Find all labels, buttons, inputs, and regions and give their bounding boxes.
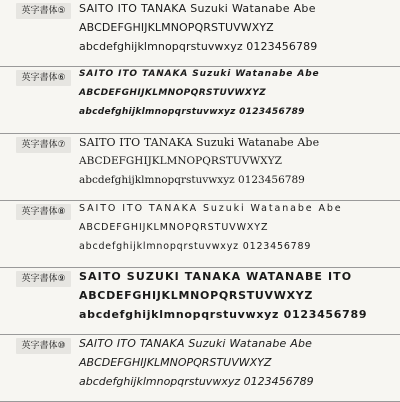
font-label: 英字書体⑨ — [16, 271, 71, 287]
sample-uppercase-line: ABCDEFGHIJKLMNOPQRSTUVWXYZ — [79, 356, 272, 369]
sample-lowercase-digits-line: abcdefghijklmnopqrstuvwxyz 0123456789 — [79, 174, 305, 186]
sample-uppercase-line: ABCDEFGHIJKLMNOPQRSTUVWXYZ — [79, 289, 314, 302]
sample-names-line: SAITO ITO TANAKA Suzuki Watanabe Abe — [79, 203, 343, 214]
font-row-9 — [0, 268, 400, 335]
sample-names-line: SAITO ITO TANAKA Suzuki Watanabe Abe — [79, 69, 320, 79]
font-row-6 — [0, 67, 400, 134]
sample-names-line: SAITO SUZUKI TANAKA WATANABE ITO — [79, 270, 353, 283]
sample-lowercase-digits-line: abcdefghijklmnopqrstuvwxyz 0123456789 — [79, 308, 368, 321]
sample-uppercase-line: ABCDEFGHIJKLMNOPQRSTUVWXYZ — [79, 88, 267, 98]
sample-uppercase-line: ABCDEFGHIJKLMNOPQRSTUVWXYZ — [79, 155, 282, 167]
sample-lowercase-digits-line: abcdefghijklmnopqrstuvwxyz 0123456789 — [79, 107, 305, 117]
sample-lowercase-digits-line: abcdefghijklmnopqrstuvwxyz 0123456789 — [79, 40, 318, 53]
font-label: 英字書体⑦ — [16, 137, 71, 153]
sample-uppercase-line: ABCDEFGHIJKLMNOPQRSTUVWXYZ — [79, 222, 269, 233]
sample-lowercase-digits-line: abcdefghijklmnopqrstuvwxyz 0123456789 — [79, 375, 314, 388]
sample-uppercase-line: ABCDEFGHIJKLMNOPQRSTUVWXYZ — [79, 21, 274, 34]
font-label: 英字書体⑥ — [16, 70, 71, 86]
sample-names-line: SAITO ITO TANAKA Suzuki Watanabe Abe — [79, 136, 320, 149]
font-row-7 — [0, 134, 400, 201]
font-row-10 — [0, 335, 400, 402]
font-label: 英字書体⑧ — [16, 204, 71, 220]
sample-names-line: SAITO ITO TANAKA Suzuki Watanabe Abe — [79, 2, 316, 15]
sample-names-line: SAITO ITO TANAKA Suzuki Watanabe Abe — [79, 337, 313, 350]
font-label: 英字書体⑤ — [16, 3, 71, 19]
sample-lowercase-digits-line: abcdefghijklmnopqrstuvwxyz 0123456789 — [79, 241, 312, 252]
font-label: 英字書体⑩ — [16, 338, 71, 354]
font-row-5 — [0, 0, 400, 67]
font-row-8 — [0, 201, 400, 268]
